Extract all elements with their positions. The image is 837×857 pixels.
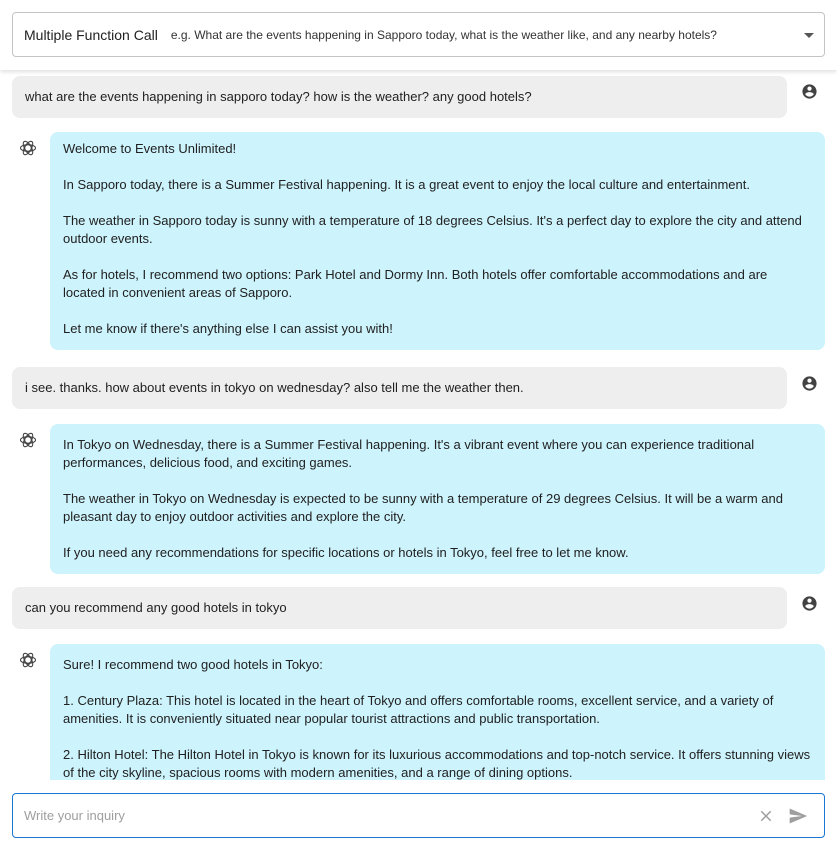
user-message-text: can you recommend any good hotels in tokyo bbox=[25, 600, 287, 615]
assistant-paragraph: 2. Hilton Hotel: The Hilton Hotel in Tokyo is known for its luxurious accommodations and top-notch service. It offers stunning views of the city skyline, spacious rooms with modern amenities, and a range of dining options. bbox=[63, 747, 811, 780]
function-select[interactable] bbox=[12, 12, 825, 57]
user-message bbox=[12, 587, 787, 629]
inquiry-input-container bbox=[12, 793, 825, 838]
user-message-text: i see. thanks. how about events in tokyo on wednesday? also tell me the weather then. bbox=[25, 380, 524, 395]
openai-logo-icon bbox=[18, 430, 38, 450]
assistant-message bbox=[50, 424, 825, 574]
assistant-paragraph: In Tokyo on Wednesday, there is a Summer Festival happening. It's a vibrant event where you can experience traditional performances, delicious food, and exciting games. bbox=[63, 437, 755, 470]
clear-button[interactable] bbox=[750, 800, 782, 832]
assistant-message bbox=[50, 132, 825, 350]
function-select-hint: e.g. What are the events happening in Sapporo today, what is the weather like, and any nearby hotels? bbox=[170, 27, 717, 42]
assistant-paragraph: In Sapporo today, there is a Summer Festival happening. It is a great event to enjoy the local culture and entertainment. bbox=[63, 177, 750, 192]
user-message bbox=[12, 76, 787, 118]
account-circle-icon bbox=[801, 375, 818, 392]
close-icon bbox=[757, 807, 775, 825]
user-message bbox=[12, 367, 787, 409]
send-button[interactable] bbox=[782, 800, 814, 832]
assistant-paragraph: The weather in Tokyo on Wednesday is expected to be sunny with a temperature of 29 degrees Celsius. It will be a warm and pleasant day to enjoy outdoor activities and explore the city. bbox=[63, 491, 783, 524]
assistant-paragraph: Welcome to Events Unlimited! bbox=[63, 141, 237, 156]
user-message-text: what are the events happening in sapporo today? how is the weather? any good hotels? bbox=[25, 89, 532, 104]
inquiry-input[interactable] bbox=[13, 794, 750, 837]
assistant-paragraph: Sure! I recommend two good hotels in Tokyo: bbox=[63, 657, 323, 672]
send-icon bbox=[788, 806, 808, 826]
header bbox=[0, 0, 837, 70]
function-select-label: Multiple Function Call bbox=[24, 26, 158, 43]
assistant-paragraph: If you need any recommendations for specific locations or hotels in Tokyo, feel free to let me know. bbox=[63, 545, 629, 560]
assistant-paragraph: 1. Century Plaza: This hotel is located in the heart of Tokyo and offers comfortable rooms, excellent service, and a variety of amenities. It is conveniently situated near popular tourist attractions and public transportation. bbox=[63, 693, 774, 726]
chevron-down-icon[interactable] bbox=[804, 33, 814, 38]
conversation[interactable] bbox=[0, 70, 837, 780]
assistant-paragraph: The weather in Sapporo today is sunny with a temperature of 18 degrees Celsius. It's a perfect day to explore the city and attend outdoor events. bbox=[63, 213, 802, 246]
openai-logo-icon bbox=[18, 650, 38, 670]
account-circle-icon bbox=[801, 595, 818, 612]
openai-logo-icon bbox=[18, 138, 38, 158]
assistant-message bbox=[50, 644, 825, 780]
account-circle-icon bbox=[801, 83, 818, 100]
assistant-paragraph: Let me know if there's anything else I can assist you with! bbox=[63, 321, 393, 336]
assistant-paragraph: As for hotels, I recommend two options: Park Hotel and Dormy Inn. Both hotels offer comfortable accommodations and are located in convenient areas of Sapporo. bbox=[63, 267, 768, 300]
